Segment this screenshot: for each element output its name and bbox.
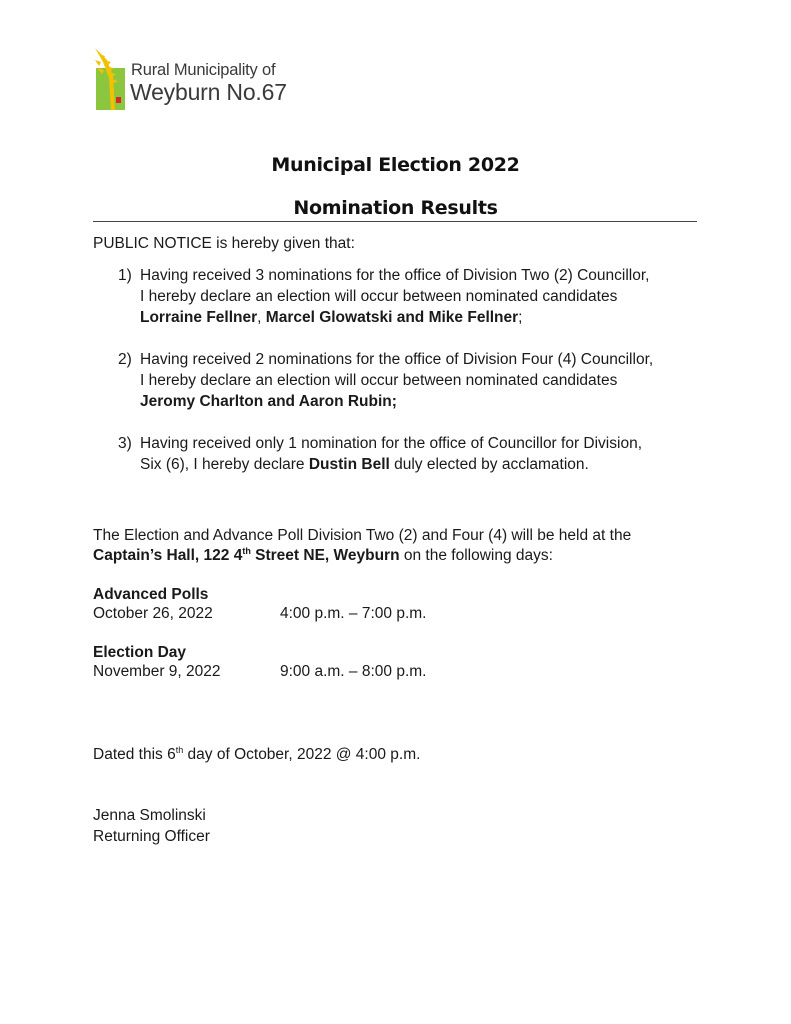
schedule-date: October 26, 2022	[93, 605, 213, 622]
text-segment: Six (6), I hereby declare	[140, 456, 305, 473]
venue-text: Captain’s Hall, 122 4	[93, 547, 243, 564]
candidate-name: Lorraine Fellner	[140, 309, 258, 326]
candidate-name: Marcel Glowatski and Mike Fellner	[265, 309, 519, 326]
candidate-names: Jeromy Charlton and Aaron Rubin;	[140, 393, 397, 410]
item-text-line: I hereby declare an election will occur between nominated candidates	[140, 372, 618, 389]
text-segment: day of October, 2022 @ 4:00 p.m.	[187, 746, 421, 763]
schedule-date: November 9, 2022	[93, 663, 221, 680]
dated-line	[93, 745, 420, 766]
text-segment: Dated this 6	[93, 746, 176, 763]
schedule-time: 4:00 p.m. – 7:00 p.m.	[280, 605, 427, 622]
item-text-line: Having received only 1 nomination for the office of Councillor for Division,	[140, 435, 642, 452]
item-text-line	[140, 455, 589, 476]
ordinal-suffix: th	[175, 744, 184, 755]
schedule-heading: Election Day	[93, 644, 187, 661]
signatory-name: Jenna Smolinski	[93, 807, 206, 824]
item-text-line: Having received 2 nominations for the office of Division Four (4) Councillor,	[140, 351, 654, 368]
item-number: 1)	[118, 267, 132, 284]
logo-text-line2: Weyburn No.67	[130, 79, 287, 105]
item-text-line: Having received 3 nominations for the office of Division Two (2) Councillor,	[140, 267, 650, 284]
signatory-role: Returning Officer	[93, 828, 210, 845]
poll-venue-line	[93, 546, 553, 567]
title-divider	[93, 221, 697, 222]
municipality-logo	[93, 46, 293, 112]
page-title: Municipal Election 2022	[271, 154, 520, 176]
candidate-name: Dustin Bell	[308, 456, 390, 473]
logo-text-line1: Rural Municipality of	[131, 61, 276, 79]
item-number: 3)	[118, 435, 132, 452]
text-segment: on the following days:	[403, 547, 553, 564]
page-subtitle: Nomination Results	[293, 197, 498, 219]
separator: ;	[518, 309, 523, 326]
notice-intro: PUBLIC NOTICE is hereby given that:	[93, 235, 355, 252]
item-text-line: I hereby declare an election will occur between nominated candidates	[140, 288, 618, 305]
schedule-heading: Advanced Polls	[93, 586, 209, 603]
schedule-time: 9:00 a.m. – 8:00 p.m.	[280, 663, 427, 680]
item-number: 2)	[118, 351, 132, 368]
ordinal-suffix: th	[242, 545, 251, 556]
poll-info-line: The Election and Advance Poll Division Two (2) and Four (4) will be held at the	[93, 527, 632, 544]
separator: ,	[257, 309, 262, 326]
wheat-logo-icon	[93, 46, 129, 112]
text-segment: duly elected by acclamation.	[394, 456, 589, 473]
venue-text: Street NE, Weyburn	[255, 547, 400, 564]
candidate-names	[140, 308, 522, 329]
